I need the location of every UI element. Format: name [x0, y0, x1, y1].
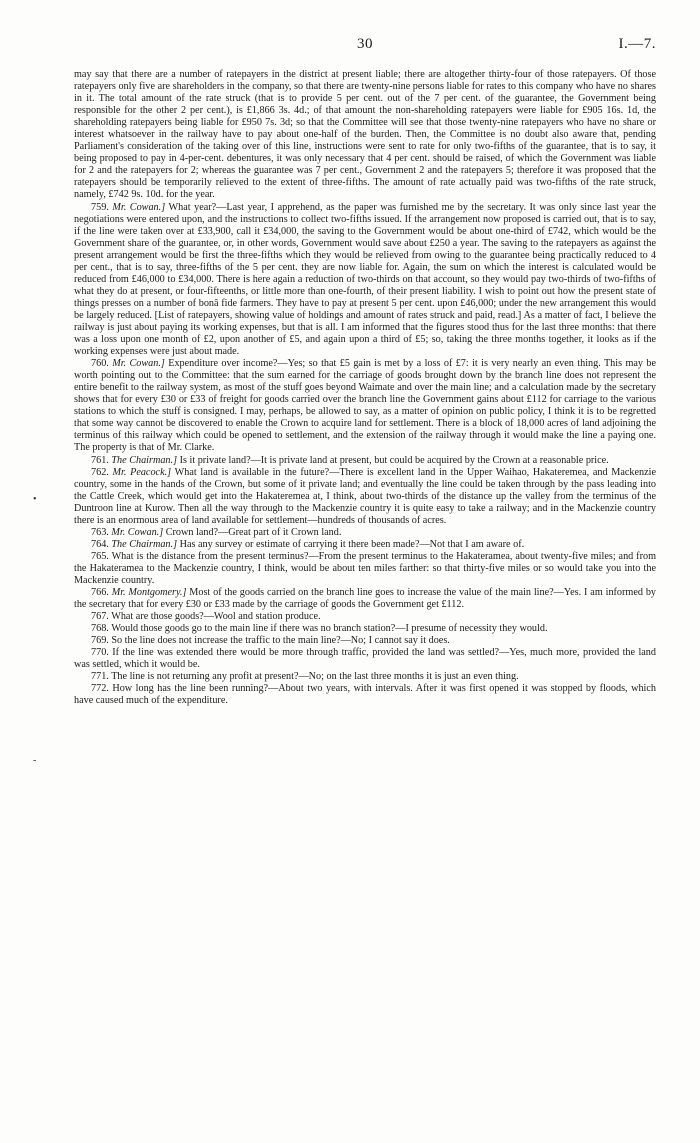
question-number: 771.	[91, 671, 109, 683]
testimony-paragraph	[74, 539, 656, 551]
margin-mark: -	[33, 755, 37, 766]
paragraph-text: Would those goods go to the main line if there was no branch station?—I presume of necessity they would.	[111, 623, 548, 635]
speaker: Mr. Montgomery.]	[111, 587, 187, 599]
paragraph-text: may say that there are a number of ratepayers in the district at present liable; there are altogether thirty-four of those ratepayers. Of those ratepayers only five are shareholders in the company, so that there are twenty-nine persons liable for rates to this company who have no shares in it. The total amount of the rate struck (that is to provide 5 per cent. out of the 7 per cent. of the guarantee, the Government being responsible for the other 2 per cent.), is £1,866 3s. 4d.; of that amount the non-shareholding ratepayers were liable for £905 16s. 1d, the shareholding ratepayers being liable for £950 7s. 3d; so that the Committee will see that those twenty-nine ratepayers who have no share or interest whatsoever in the railway have to pay about one-half of the burden. Then, the Committee is no doubt also aware that, pending Parliament's consideration of the taking over of this line, instructions were sent to rate for only two-fifths of the guarantee, that is to say, it being proposed to pay in 4-per-cent. debentures, it was only necessary that 4 per cent. should be raised, of which the Government was liable for 2 and the ratepayers for 2; whereas the guarantee was 7 per cent., Government 2 and the ratepayers 5; therefore it was proposed that the ratepayers should be temporarily relieved to the extent of three-fifths. The amount of rate actually paid was two-fifths of the rate struck, namely, £742 9s. 10d. for the year.	[74, 69, 656, 201]
paragraph-continuation	[74, 69, 656, 202]
testimony-paragraph	[74, 623, 656, 635]
question-number: 761.	[91, 454, 109, 466]
question-number: 766.	[91, 587, 109, 599]
testimony-paragraph	[74, 587, 656, 611]
question-number: 769.	[91, 635, 109, 647]
question-number: 767.	[91, 611, 109, 623]
question-number: 768.	[91, 623, 109, 635]
question-number: 770.	[91, 647, 109, 659]
question-number: 759.	[91, 201, 109, 213]
testimony-paragraph	[74, 671, 656, 683]
paragraph-text: So the line does not increase the traffic to the main line?—No; I cannot say it does.	[111, 635, 450, 647]
paragraph-text: Is it private land?—It is private land at present, but could be acquired by the Crown at a reasonable price.	[177, 454, 609, 466]
testimony-paragraph	[74, 635, 656, 647]
question-number: 772.	[91, 683, 109, 695]
speaker: The Chairman.]	[111, 454, 178, 466]
paragraph-text: Most of the goods carried on the branch line goes to increase the value of the main line?—Yes. I am informed by the secretary that for every £30 or £33 made by the carriage of goods the Government get £112.	[74, 587, 657, 611]
paragraph-text: Crown land?—Great part of it Crown land.	[163, 526, 342, 538]
question-number: 762.	[91, 466, 109, 478]
testimony-paragraph	[74, 647, 656, 671]
paragraph-text: If the line was extended there would be more through traffic, provided the land was settled?—Yes, much more, provided the land was settled, which it would be.	[74, 647, 656, 671]
testimony-paragraph	[74, 358, 656, 454]
paragraph-text: What are those goods?—Wool and station produce.	[111, 611, 321, 623]
speaker: Mr. Peacock.]	[112, 466, 172, 478]
paragraph-text: Has any survey or estimate of carrying it there been made?—Not that I am aware of.	[177, 538, 525, 550]
testimony-paragraph	[74, 527, 656, 539]
testimony-paragraph	[74, 611, 656, 623]
paragraph-text: What is the distance from the present terminus?—From the present terminus to the Hakateramea, about twenty-five miles; and from the Hakateramea to the Mackenzie country, I think, would be about ten miles farther: so that thirty-five miles or so would take you into the Mackenzie country.	[74, 550, 656, 586]
question-number: 763.	[91, 526, 109, 538]
paragraph-text: The line is not returning any profit at present?—No; on the last three months it is just an even thing.	[111, 671, 519, 683]
body-text	[74, 69, 656, 707]
document-reference: I.—7.	[618, 36, 656, 52]
question-number: 765.	[91, 550, 109, 562]
paragraph-text: What land is available in the future?—There is excellent land in the Upper Waihao, Hakateremea, and Mackenzie country, some in the hands of the Crown, but some of it private land; and eventually the line could be taken through by the pass leading into the Cattle Creek, which would get into the Hakateremea at, I think, about two-thirds of the distance up the valley from the terminus of the Duntroon line at Kurow. Then all the way through to the Mackenzie country it is quite easy to take a railway; and in the Mackenzie country there is an enormous area of land available for settlement—hundreds of thousands of acres.	[74, 466, 656, 526]
paragraph-text: How long has the line been running?—About two years, with intervals. After it was first opened it was stopped by floods, which have caused much of the expenditure.	[74, 683, 656, 707]
testimony-paragraph	[74, 551, 656, 587]
speaker: Mr. Cowan.]	[111, 526, 164, 538]
testimony-paragraph	[74, 683, 656, 707]
page-header	[74, 36, 656, 56]
testimony-paragraph	[74, 467, 656, 527]
paragraph-text: Expenditure over income?—Yes; so that £5 gain is met by a loss of £7: it is very nearly an even thing. This may be worth pointing out to the Committee: that the sum earned for the carriage of goods brought down by the branch line does not represent the entire benefit to the railway system, as most of the stuff goes beyond Waimate and over the main line; and a calculation made by the secretary shows that for every £30 or £33 of freight for goods carried over the branch line the Government gains about £112 for carriage to the various stations to which the stuff is consigned. I may, perhaps, be allowed to say, as a matter of opinion on public policy, I think it is to be regretted that some way cannot be discovered to enable the Crown to acquire land for settlement. There is a block of 18,000 acres of land adjoining the terminus of this railway which could be opened to settlement, and the extension of the railway through it would make the line a paying one. The property is that of Mr. Clarke.	[74, 358, 656, 454]
speaker: Mr. Cowan.]	[112, 201, 166, 213]
paragraph-text: What year?—Last year, I apprehend, as the paper was furnished me by the secretary. It was only since last year the negotiations were entered upon, and the instructions to collect two-fifths issued. If the arrangement now proposed is carried out, that is to say, if the line were taken over at £33,900, call it £34,000, the saving to the Government would be about one-third of £742, which would be the Government share of the guarantee, or, in other words, Government would save about £250 a year. The saving to the ratepayers as against the present arrangement would be first the three-fifths which they would be relieved from owing to the guarantee being practically reduced to 4 per cent., that is to say, three-fifths of the 5 per cent. they are now liable for. Again, the sum on which the interest is calculated would be reduced from £46,000 to £34,000. There is here again a reduction of two-thirds on that account, so they would pay two-thirds of two-fifths of what they do at present, or four-fifteenths, or little more than one-fourth, of their present liability. I wish to point out how the present state of things presses on a number of bonâ fide farmers. They have to pay at present 5 per cent. upon £46,000; under the new arrangement this would be largely reduced. [List of ratepayers, showing value of holdings and amount of rates struck and paid, read.] As a matter of fact, I believe the railway is just about paying its working expenses, but that is all. I am informed that the figures stood thus for the last three months: that there was a loss upon one month of £2, upon another of £5, and again upon a third of £5; so, taking the three months together, it looks as if the working expenses were just about made.	[74, 201, 657, 358]
speaker: Mr. Cowan.]	[112, 358, 165, 370]
question-number: 760.	[91, 358, 109, 370]
margin-mark: •	[33, 494, 37, 505]
testimony-paragraph	[74, 202, 656, 359]
question-number: 764.	[91, 538, 109, 550]
testimony-paragraph	[74, 455, 656, 467]
page-number: 30	[357, 36, 373, 52]
speaker: The Chairman.]	[111, 538, 178, 550]
